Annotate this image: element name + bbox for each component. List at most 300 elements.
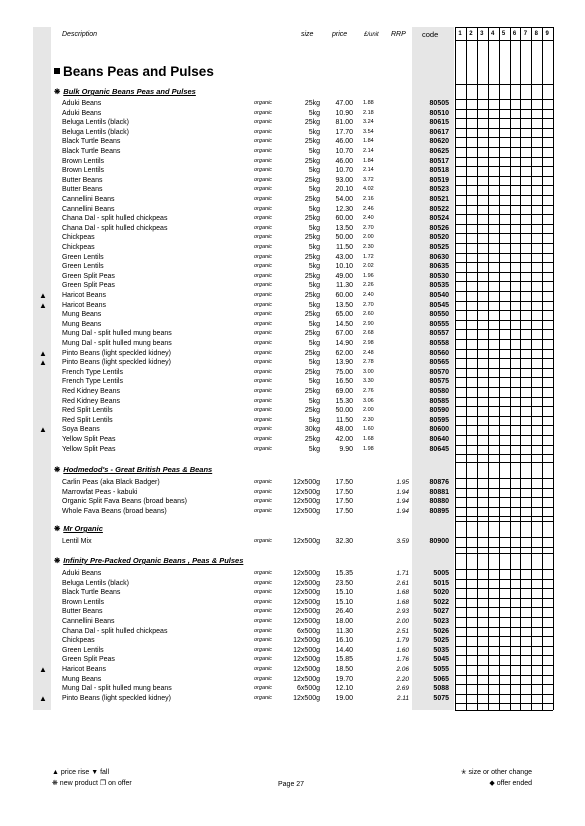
product-size: 5kg (308, 109, 320, 117)
grid-column-number: 5 (501, 31, 506, 37)
product-price: 67.00 (335, 330, 353, 338)
product-code: 5035 (433, 646, 449, 654)
product-size: 12x500g (293, 608, 320, 616)
product-row (0, 118, 585, 128)
product-desc: French Type Lentils (62, 368, 123, 376)
product-size: 25kg (304, 292, 320, 299)
product-price: 19.00 (335, 694, 353, 702)
product-row (0, 537, 585, 547)
product-price: 14.50 (335, 320, 353, 328)
product-desc: Mung Beans (62, 320, 102, 328)
product-org: organic (254, 167, 273, 174)
product-row (0, 99, 585, 109)
product-code: 80545 (429, 301, 449, 309)
product-size: 5kg (308, 416, 320, 424)
product-row (0, 195, 585, 205)
product-price: 60.00 (335, 292, 353, 299)
product-size: 5kg (308, 282, 320, 290)
product-price: 9.90 (339, 445, 353, 453)
product-size: 5kg (308, 148, 320, 155)
product-code: 80519 (429, 176, 449, 184)
product-org: organic (254, 426, 273, 433)
product-code: 5065 (433, 675, 449, 683)
product-org: organic (254, 100, 273, 106)
product-size: 25kg (304, 157, 320, 165)
price-rise-icon: ▲ (39, 348, 47, 358)
product-org: organic (254, 498, 273, 505)
product-desc: Aduki Beans (62, 100, 102, 107)
product-unit: 3.72 (363, 176, 374, 183)
product-org: organic (254, 570, 273, 576)
product-row (0, 416, 585, 426)
product-desc: Soya Beans (62, 426, 100, 434)
product-rrp: 2.00 (396, 618, 409, 625)
product-unit: 2.18 (363, 109, 374, 116)
product-row (0, 497, 585, 507)
product-row (0, 617, 585, 627)
product-row (0, 243, 585, 253)
product-unit: 3.24 (363, 119, 374, 126)
product-row (0, 636, 585, 646)
square-bullet-icon (54, 68, 60, 74)
grid-column-number: 6 (512, 31, 517, 37)
product-desc: Chana Dal - split hulled chickpeas (62, 224, 168, 232)
product-row (0, 598, 585, 608)
product-org: organic (254, 538, 273, 544)
product-code: 80635 (429, 263, 449, 271)
product-desc: Chana Dal - split hulled chickpeas (62, 215, 168, 223)
product-row (0, 627, 585, 637)
product-size: 12x500g (293, 694, 320, 702)
product-price: 18.00 (335, 618, 353, 625)
product-size: 12x500g (293, 675, 320, 683)
product-code: 80895 (429, 507, 449, 515)
product-row (0, 569, 585, 579)
product-code: 80517 (429, 157, 449, 165)
product-desc: Chana Dal - split hulled chickpeas (62, 627, 168, 635)
product-size: 5kg (308, 445, 320, 453)
product-price: 14.90 (335, 340, 353, 347)
product-unit: 1.98 (363, 445, 374, 452)
product-price: 11.30 (336, 627, 353, 635)
product-code: 80580 (429, 388, 449, 395)
product-size: 25kg (304, 368, 320, 376)
product-unit: 2.68 (363, 330, 374, 337)
product-price: 17.50 (335, 488, 353, 496)
product-size: 25kg (304, 119, 320, 127)
product-price: 19.70 (335, 675, 353, 683)
product-size: 5kg (308, 397, 320, 405)
price-rise-icon: ▲ (39, 425, 47, 435)
grid-row-line (455, 454, 553, 455)
product-code: 80522 (429, 205, 449, 213)
product-price: 54.00 (335, 196, 353, 203)
product-unit: 2.90 (363, 320, 374, 327)
product-code: 5023 (433, 618, 449, 625)
product-size: 12x500g (293, 618, 320, 625)
product-code: 80510 (429, 109, 449, 117)
product-price: 50.00 (335, 407, 353, 415)
product-desc: Mung Beans (62, 311, 102, 319)
product-row (0, 281, 585, 291)
product-row (0, 607, 585, 617)
product-code: 80526 (429, 224, 449, 232)
product-row (0, 507, 585, 517)
product-org: organic (254, 282, 273, 289)
legend-new-offer: ❋ new product ❐ on offer (52, 780, 132, 787)
product-unit: 2.00 (363, 407, 374, 414)
product-size: 5kg (308, 186, 320, 194)
grid-row-line (455, 521, 553, 522)
product-row (0, 137, 585, 147)
product-size: 5kg (308, 128, 320, 136)
legend-price: ▲ price rise ▼ fall (52, 769, 110, 776)
product-row (0, 310, 585, 320)
product-unit: 2.16 (363, 196, 374, 202)
product-org: organic (254, 618, 273, 624)
product-org: organic (254, 507, 273, 514)
product-price: 10.90 (335, 109, 353, 117)
product-size: 25kg (304, 176, 320, 184)
product-price: 46.00 (335, 138, 353, 146)
product-desc: Carlin Peas (aka Black Badger) (62, 479, 160, 486)
product-row (0, 128, 585, 138)
product-size: 25kg (304, 311, 320, 319)
product-rrp: 2.51 (396, 627, 409, 635)
product-row (0, 397, 585, 407)
product-price: 10.10 (335, 263, 353, 271)
product-size: 5kg (308, 167, 320, 175)
product-desc: Pinto Beans (light speckled kidney) (62, 694, 171, 702)
product-desc: Cannellini Beans (62, 196, 115, 203)
product-price: 17.50 (335, 498, 353, 506)
product-price: 42.00 (335, 436, 353, 443)
product-code: 80900 (429, 538, 449, 545)
product-size: 12x500g (293, 498, 320, 506)
product-desc: Whole Fava Beans (broad beans) (62, 507, 167, 515)
product-code: 5027 (433, 608, 449, 616)
section-title-text: Beans Peas and Pulses (63, 64, 214, 79)
product-price: 47.00 (335, 100, 353, 107)
price-rise-icon: ▲ (39, 358, 47, 368)
product-price: 50.00 (335, 234, 353, 242)
product-size: 25kg (304, 215, 320, 223)
product-unit: 1.84 (363, 138, 374, 145)
product-price: 14.40 (335, 646, 353, 654)
product-price: 16.10 (335, 637, 353, 645)
product-price: 11.50 (336, 416, 353, 424)
grid-row-line (455, 27, 553, 28)
product-desc: Pinto Beans (light speckled kidney) (62, 359, 171, 367)
product-code: 80630 (429, 253, 449, 261)
product-org: organic (254, 292, 273, 298)
product-size: 12x500g (293, 589, 320, 597)
product-price: 10.70 (335, 148, 353, 155)
product-org: organic (254, 359, 273, 366)
product-size: 6x500g (297, 685, 320, 693)
product-desc: Pinto Beans (light speckled kidney) (62, 349, 171, 357)
product-desc: Cannellini Beans (62, 618, 115, 625)
product-row (0, 253, 585, 263)
product-org: organic (254, 368, 273, 375)
product-org: organic (254, 138, 273, 145)
product-code: 5026 (433, 627, 449, 635)
product-rrp: 2.69 (396, 685, 409, 693)
product-price: 75.00 (335, 368, 353, 376)
product-rrp: 2.06 (396, 666, 409, 673)
product-row (0, 205, 585, 215)
product-desc: Chickpeas (62, 234, 95, 242)
product-desc: Brown Lentils (62, 167, 105, 175)
product-price: 62.00 (335, 349, 353, 357)
product-row (0, 329, 585, 339)
price-rise-icon: ▲ (39, 291, 47, 300)
product-org: organic (254, 330, 273, 337)
category-title: Bulk Organic Beans Peas and Pulses (63, 87, 196, 96)
product-code: 80565 (429, 359, 449, 367)
product-row (0, 646, 585, 656)
product-unit: 2.14 (363, 167, 374, 174)
product-size: 25kg (304, 100, 320, 107)
product-size: 12x500g (293, 570, 320, 577)
product-unit: 2.26 (363, 282, 374, 289)
product-unit: 2.40 (363, 292, 374, 298)
grid-column-number: 2 (469, 31, 473, 37)
product-code: 80876 (429, 479, 449, 486)
product-code: 5045 (433, 656, 449, 664)
product-price: 32.30 (335, 538, 353, 545)
product-desc: Green Split Peas (62, 282, 115, 290)
product-price: 69.00 (335, 388, 353, 395)
product-code: 80640 (429, 436, 449, 443)
product-desc: Haricot Beans (62, 301, 106, 309)
product-desc: Green Lentils (62, 263, 104, 271)
price-rise-icon: ▲ (39, 665, 47, 674)
product-unit: 2.70 (363, 224, 374, 231)
product-price: 81.00 (335, 119, 353, 127)
category-title: Mr Organic (63, 524, 103, 533)
product-desc: Mung Dal - split hulled mung beans (62, 340, 172, 347)
header-code: code (422, 30, 439, 39)
product-code: 5075 (433, 694, 449, 702)
product-code: 5022 (433, 598, 449, 606)
product-row (0, 147, 585, 157)
product-desc: Red Split Lentils (62, 416, 113, 424)
product-desc: Black Turtle Beans (62, 589, 121, 597)
product-size: 25kg (304, 234, 320, 242)
grid-column-number: 3 (480, 31, 484, 37)
product-org: organic (254, 186, 273, 193)
product-desc: Mung Beans (62, 675, 102, 683)
product-rrp: 1.60 (396, 646, 409, 654)
product-price: 93.00 (335, 176, 353, 184)
product-org: organic (254, 196, 273, 202)
product-code: 80645 (429, 445, 449, 453)
product-size: 12x500g (293, 637, 320, 645)
product-code: 80525 (429, 244, 449, 251)
grid-row-line (455, 40, 553, 41)
product-unit: 3.30 (363, 378, 374, 385)
product-org: organic (254, 378, 273, 385)
product-size: 25kg (304, 138, 320, 146)
page-number: Page 27 (278, 781, 305, 788)
product-size: 5kg (308, 378, 320, 386)
product-unit: 2.78 (363, 359, 374, 366)
product-row (0, 301, 585, 311)
product-row (0, 368, 585, 378)
product-desc: Aduki Beans (62, 109, 102, 117)
product-code: 80560 (429, 349, 449, 357)
product-code: 80881 (429, 488, 449, 496)
product-unit: 4.02 (363, 186, 374, 193)
product-row (0, 233, 585, 243)
product-row (0, 349, 585, 359)
product-row (0, 377, 585, 387)
product-desc: Yellow Split Peas (62, 445, 116, 453)
product-row (0, 320, 585, 330)
product-unit: 1.84 (363, 157, 374, 164)
product-code: 80625 (429, 148, 449, 155)
product-row (0, 406, 585, 416)
product-price: 17.70 (335, 128, 353, 136)
product-code: 80523 (429, 186, 449, 194)
product-desc: Yellow Split Peas (62, 436, 116, 443)
product-price: 13.50 (335, 224, 353, 232)
category-title: Hodmedod's - Great British Peas & Beans (63, 465, 213, 474)
product-row (0, 214, 585, 224)
product-price: 48.00 (335, 426, 353, 434)
product-price: 18.50 (335, 666, 353, 673)
product-code: 80570 (429, 368, 449, 376)
product-rrp: 1.76 (396, 656, 409, 664)
product-code: 80524 (429, 215, 449, 223)
product-unit: 1.68 (363, 436, 374, 442)
product-size: 6x500g (297, 627, 320, 635)
product-desc: Black Turtle Beans (62, 138, 121, 146)
new-product-icon: ❋ (54, 465, 61, 474)
product-rrp: 1.94 (396, 488, 409, 496)
product-org: organic (254, 272, 273, 279)
product-org: organic (254, 656, 273, 663)
product-rrp: 1.94 (396, 498, 409, 506)
product-size: 5kg (308, 359, 320, 367)
product-desc: Butter Beans (62, 186, 103, 194)
product-price: 65.00 (335, 311, 353, 319)
product-price: 11.50 (336, 244, 353, 251)
section-title (54, 64, 214, 79)
grid-row-line (455, 553, 553, 554)
category-heading (54, 523, 103, 535)
product-row (0, 435, 585, 445)
product-desc: Green Lentils (62, 253, 104, 261)
product-size: 25kg (304, 349, 320, 357)
product-desc: Green Lentils (62, 646, 104, 654)
product-row (0, 109, 585, 119)
product-desc: Organic Split Fava Beans (broad beans) (62, 498, 187, 506)
product-org: organic (254, 148, 273, 154)
product-org: organic (254, 436, 273, 442)
product-price: 17.50 (335, 507, 353, 515)
product-size: 12x500g (293, 479, 320, 486)
product-rrp: 1.95 (396, 479, 409, 486)
product-org: organic (254, 407, 273, 414)
grid-column-number: 8 (534, 31, 538, 37)
product-org: organic (254, 301, 273, 308)
product-code: 80555 (429, 320, 449, 328)
grid-row-line (455, 516, 553, 517)
product-org: organic (254, 109, 273, 116)
product-row (0, 478, 585, 488)
product-code: 80590 (429, 407, 449, 415)
product-size: 5kg (308, 205, 320, 213)
product-org: organic (254, 320, 273, 327)
product-org: organic (254, 397, 273, 404)
product-code: 80595 (429, 416, 449, 424)
product-desc: Lentil Mix (62, 538, 92, 545)
product-code: 5025 (433, 637, 449, 645)
product-org: organic (254, 176, 273, 183)
product-code: 80521 (429, 196, 449, 203)
product-size: 12x500g (293, 656, 320, 664)
product-size: 25kg (304, 407, 320, 415)
product-desc: Haricot Beans (62, 666, 106, 673)
product-desc: Red Kidney Beans (62, 388, 120, 395)
grid-column-number: 7 (523, 31, 528, 37)
product-unit: 3.00 (363, 368, 374, 375)
product-code: 5088 (433, 685, 449, 693)
product-desc: Black Turtle Beans (62, 148, 121, 155)
product-price: 10.70 (335, 167, 353, 175)
product-row (0, 157, 585, 167)
grid-row-line (455, 710, 553, 711)
product-row (0, 262, 585, 272)
product-row (0, 224, 585, 234)
product-org: organic (254, 627, 273, 634)
product-org: organic (254, 694, 273, 701)
product-code: 5020 (433, 589, 449, 597)
product-org: organic (254, 608, 273, 615)
product-size: 12x500g (293, 488, 320, 496)
legend-size-change: ✭ size or other change (460, 769, 532, 776)
product-code: 80530 (429, 272, 449, 280)
product-org: organic (254, 215, 273, 222)
header-unit: £/unit (364, 32, 379, 38)
product-org: organic (254, 488, 273, 495)
product-code: 80518 (429, 167, 449, 175)
product-code: 80620 (429, 138, 449, 146)
product-size: 5kg (308, 244, 320, 251)
product-unit: 1.60 (363, 426, 374, 433)
product-price: 17.50 (335, 479, 353, 486)
grid-row-line (455, 462, 553, 463)
product-row (0, 425, 585, 435)
product-unit: 1.96 (363, 272, 374, 279)
product-unit: 2.46 (363, 205, 374, 212)
product-unit: 2.30 (363, 416, 374, 423)
product-rrp: 3.59 (396, 538, 409, 545)
product-desc: French Type Lentils (62, 378, 123, 386)
product-code: 80600 (429, 426, 449, 434)
product-org: organic (254, 479, 273, 485)
product-code: 80520 (429, 234, 449, 242)
product-size: 5kg (308, 340, 320, 347)
product-org: organic (254, 263, 273, 270)
product-desc: Haricot Beans (62, 292, 106, 299)
product-row (0, 339, 585, 349)
product-desc: Brown Lentils (62, 157, 105, 165)
product-size: 30kg (304, 426, 320, 434)
product-size: 12x500g (293, 598, 320, 606)
